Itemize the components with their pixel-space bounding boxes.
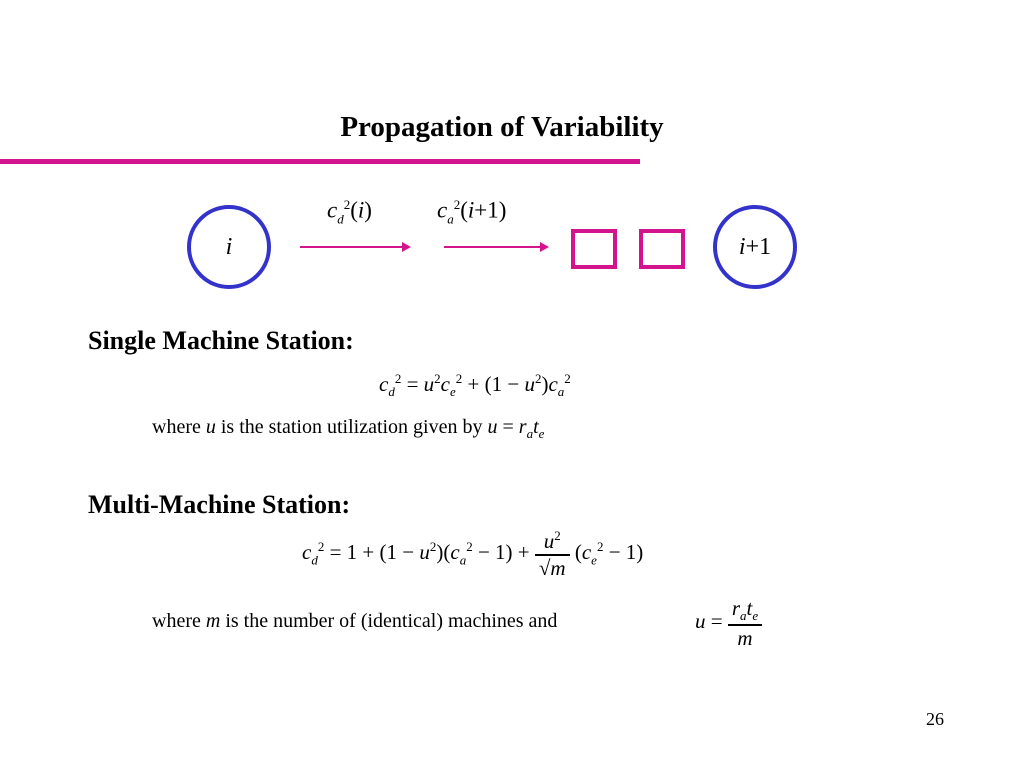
node-i-plus-1-label: i+1 bbox=[738, 233, 772, 260]
single-machine-heading: Single Machine Station: bbox=[88, 326, 354, 355]
departure-arrow-line bbox=[300, 246, 404, 248]
multi-machine-where-text: where m is the number of (identical) machines and bbox=[152, 610, 558, 632]
multi-machine-fraction: $\frac{u^2}{√m}$ bbox=[535, 528, 570, 581]
multi-machine-formula: $c_d^2 = 1 + (1 - u^2)(c_a^2 - 1)$ + $\frac{u^2}{√m}$ $(c_e^2 - 1)$ bbox=[302, 528, 644, 580]
departure-scv-label: $c_d^2(i)$ bbox=[327, 197, 372, 227]
machine-box-1 bbox=[571, 229, 617, 269]
single-machine-where-text: where u is the station utilization given by $u = r_at_e$ bbox=[152, 416, 545, 441]
page-number: 26 bbox=[926, 709, 944, 729]
title-underline bbox=[0, 159, 640, 164]
arrival-scv-label: $c_a^2(i+1)$ bbox=[437, 197, 507, 227]
slide-title: Propagation of Variability bbox=[340, 111, 664, 143]
departure-arrowhead bbox=[402, 242, 411, 252]
arrival-arrow-line bbox=[444, 246, 542, 248]
machine-box-2 bbox=[639, 229, 685, 269]
single-machine-formula: $c_d^2 = u^2c_e^2 + (1 - u^2)c_a^2$ bbox=[379, 371, 571, 400]
arrival-arrowhead bbox=[540, 242, 549, 252]
node-i-label: i bbox=[225, 233, 233, 260]
station-node-i-plus-1 bbox=[713, 205, 797, 289]
utilization-formula: u = $\frac{r_at_e}{m}$ bbox=[695, 596, 762, 651]
station-node-i bbox=[187, 205, 271, 289]
multi-machine-heading: Multi-Machine Station: bbox=[88, 490, 351, 519]
